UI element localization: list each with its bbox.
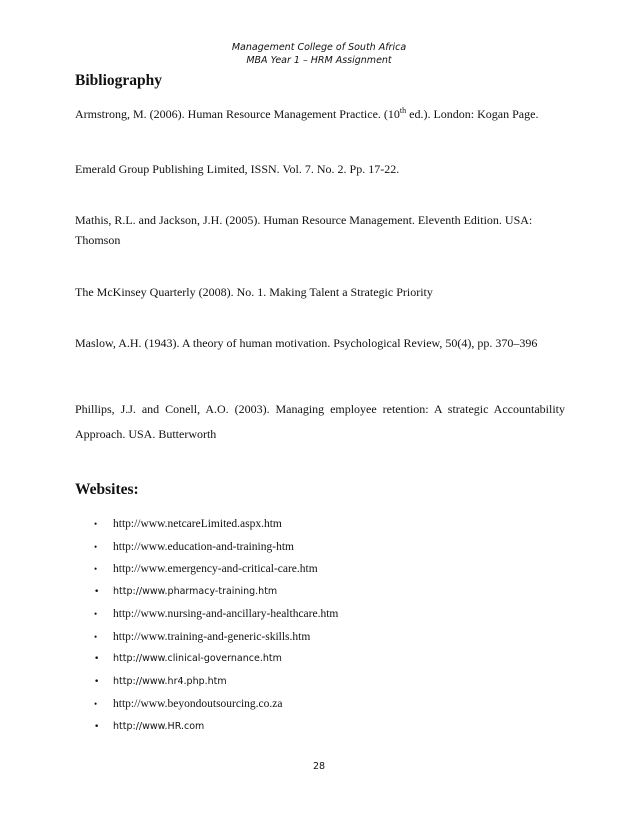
- bullet-icon: •: [94, 654, 100, 664]
- ref-armstrong: Armstrong, M. (2006). Human Resource Management Practice. (10th ed.). London: Kogan Page.: [75, 106, 539, 121]
- website-link[interactable]: http://www.nursing-and-ancillary-healthcare.htm: [113, 608, 339, 620]
- list-item: [0, 671, 638, 694]
- list-item: [0, 603, 638, 626]
- list-item: [0, 648, 638, 671]
- running-header: [0, 41, 638, 67]
- bullet-icon: •: [94, 699, 98, 709]
- page-number: 28: [312, 761, 326, 772]
- websites-list: [0, 513, 638, 738]
- bullet-icon: •: [94, 519, 98, 529]
- ref-mckinsey: The McKinsey Quarterly (2008). No. 1. Making Talent a Strategic Priority: [75, 285, 433, 299]
- list-item: [0, 716, 638, 739]
- list-item: [0, 626, 638, 649]
- list-item: [0, 536, 638, 559]
- ref-mathis-line2: Thomson: [75, 233, 121, 247]
- bullet-icon: •: [94, 676, 100, 687]
- ref-mathis-line1: Mathis, R.L. and Jackson, J.H. (2005). Human Resource Management. Eleventh Edition. USA:: [75, 213, 533, 227]
- list-item: [0, 558, 638, 581]
- bibliography-heading: Bibliography: [75, 72, 162, 89]
- website-link[interactable]: http://www.HR.com: [113, 720, 205, 732]
- ref-mathis: [75, 210, 565, 250]
- website-link[interactable]: http://www.netcareLimited.aspx.htm: [113, 518, 282, 530]
- bullet-icon: •: [94, 609, 98, 619]
- website-link[interactable]: http://www.pharmacy-training.htm: [113, 585, 278, 597]
- bullet-icon: •: [94, 564, 98, 574]
- websites-heading: Websites:: [75, 481, 139, 498]
- website-link[interactable]: http://www.hr4.php.htm: [113, 675, 227, 687]
- header-course: MBA Year 1 – HRM Assignment: [246, 55, 392, 66]
- website-link[interactable]: http://www.education-and-training-htm: [113, 540, 294, 553]
- list-item: [0, 693, 638, 716]
- website-link[interactable]: http://www.training-and-generic-skills.htm: [113, 630, 311, 643]
- bullet-icon: •: [94, 541, 98, 552]
- header-college: Management College of South Africa: [231, 42, 407, 53]
- bullet-icon: •: [94, 721, 100, 732]
- ref-maslow: Maslow, A.H. (1943). A theory of human motivation. Psychological Review, 50(4), pp. 370–396: [75, 336, 538, 350]
- bullet-icon: •: [94, 586, 100, 597]
- website-link[interactable]: http://www.emergency-and-critical-care.htm: [113, 563, 318, 575]
- bullet-icon: •: [94, 631, 98, 642]
- ref-phillips: Phillips, J.J. and Conell, A.O. (2003). Managing employee retention: A strategic Accountability Approach. USA. Butterworth: [75, 402, 565, 441]
- list-item: [0, 513, 638, 536]
- ref-emerald: Emerald Group Publishing Limited, ISSN. Vol. 7. No. 2. Pp. 17-22.: [75, 162, 400, 176]
- website-link[interactable]: http://www.beyondoutsourcing.co.za: [113, 698, 283, 710]
- website-link[interactable]: http://www.clinical-governance.htm: [113, 653, 282, 664]
- list-item: [0, 581, 638, 604]
